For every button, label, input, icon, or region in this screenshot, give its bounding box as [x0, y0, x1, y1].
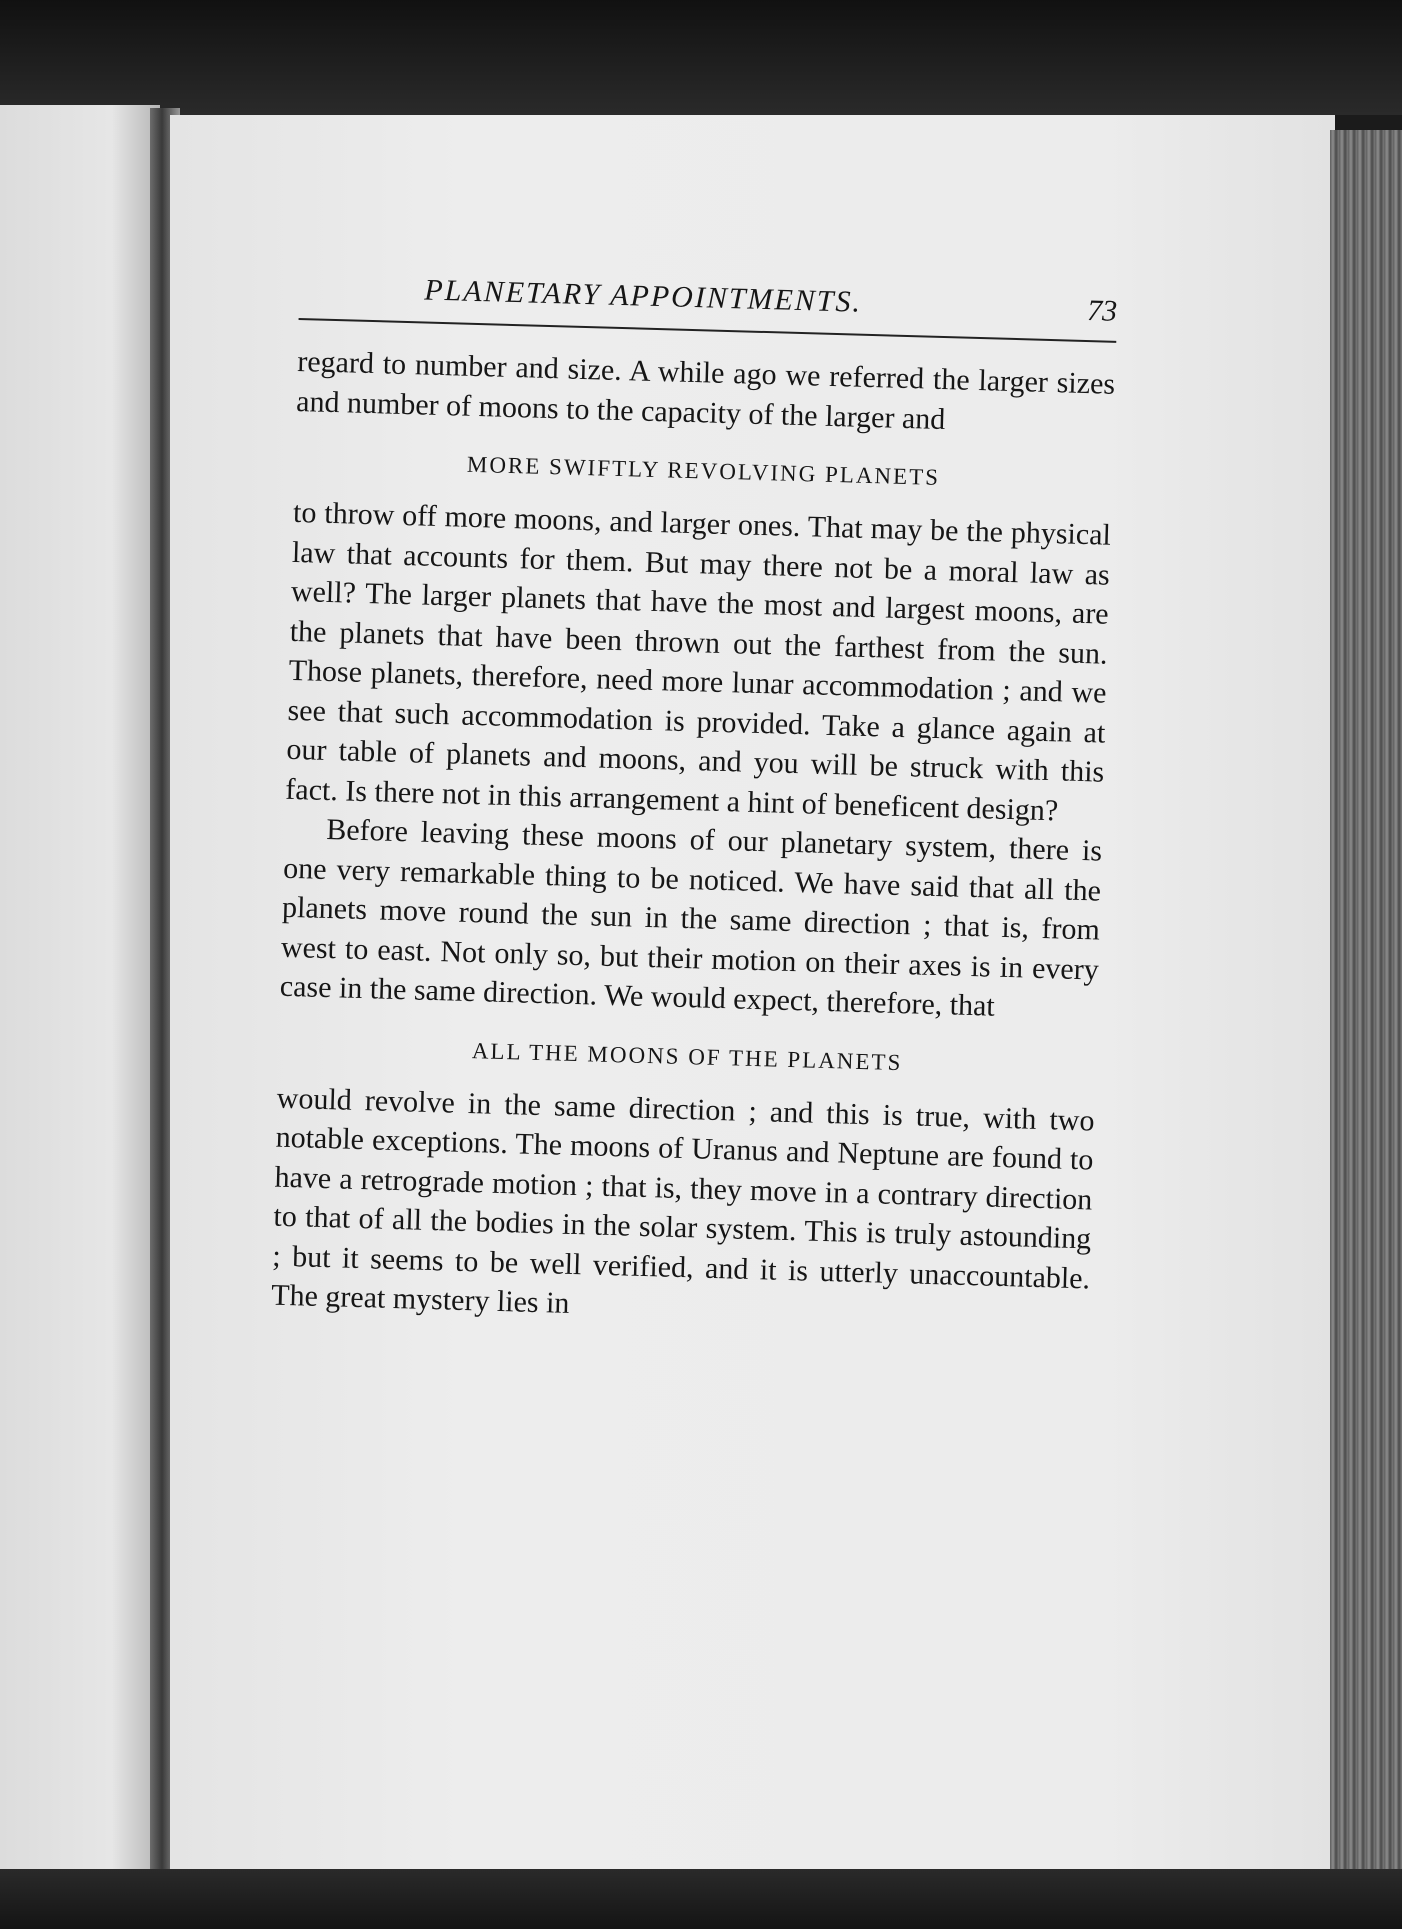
paragraph-2: to throw off more moons, and larger ones. That may be the physical law that accounts for them. But may there not be a moral law as well? The larger planets that have the most and largest moons, are the planets that have been thrown out the farthest from the sun. Those planets, therefore, need more lunar accommodation ; and we see that such accommodation is provided. Take a glance again at our table of planets and moons, and you will be struck with this fact. Is there not in this arrangement a hint of beneficent design? [284, 495, 1112, 827]
scan-border-top [0, 0, 1402, 115]
page-number: 73 [1086, 294, 1118, 328]
page-fore-edge [1330, 130, 1402, 1890]
paragraph-4: would revolve in the same direction ; and this is true, with two notable exceptions. The moons of Uranus and Neptune are found to have a retrograde motion ; that is, they move in a contrary direction to that of all the bodies in the solar system. This is truly astounding ; but it seems to be well verified, and it is utterly unaccountable. The great mystery lies in [270, 1081, 1095, 1320]
paragraph-3: Before leaving these moons of our planetary system, there is one very remarkable thing to be noticed. We have said that all the planets move round the sun in the same direction ; that is, from west to east. Not only so, but their motion on their axes is in every case in the same direction. We would expect, therefore, that [279, 812, 1103, 1023]
scan-border-bottom [0, 1869, 1402, 1929]
section-heading-1: MORE SWIFTLY REVOLVING PLANETS [466, 451, 941, 490]
page-text-block [271, 268, 1118, 1338]
facing-page [0, 105, 160, 1885]
section-heading-2: ALL THE MOONS OF THE PLANETS [471, 1037, 903, 1075]
paragraph-1: regard to number and size. A while ago we referred the larger sizes and number of moons to the capacity of the larger and [295, 344, 1116, 436]
running-title: PLANETARY APPOINTMENTS. [423, 273, 863, 319]
header-rule [299, 318, 1117, 343]
